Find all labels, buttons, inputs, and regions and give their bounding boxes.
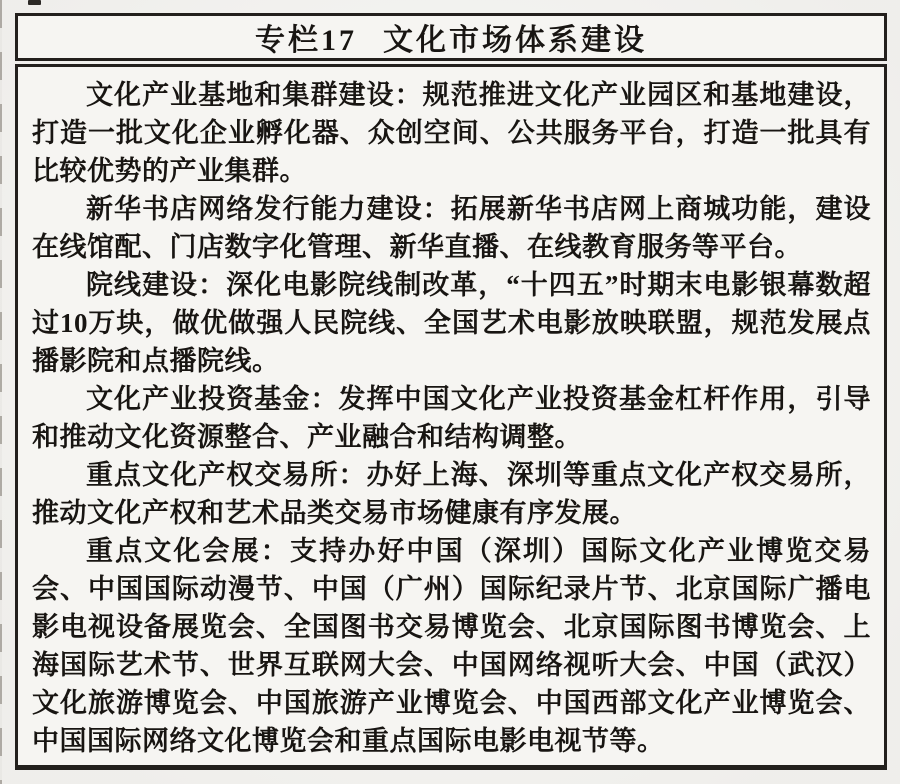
panel-title: 文化市场体系建设 (383, 24, 647, 57)
paragraph-cultural-investment-fund: 文化产业投资基金：发挥中国文化产业投资基金杠杆作用，引导和推动文化资源整合、产业融合和结构调整。 (32, 384, 871, 452)
paragraph-xinhua-bookstore-network: 新华书店网络发行能力建设：拓展新华书店网上商城功能，建设在线馆配、门店数字化管理、新华直播、在线教育服务等平台。 (32, 194, 871, 262)
paragraph-key-cultural-expos: 重点文化会展：支持办好中国（深圳）国际文化产业博览交易会、中国国际动漫节、中国（广州）国际纪录片节、北京国际广播电影电视设备展览会、全国图书交易博览会、北京国际图书博览会、上海国际艺术节、世界互联网大会、中国网络视听大会、中国（武汉）文化旅游博览会、中国旅游产业博览会、中国西部文化产业博览会、中国国际网络文化博览会和重点国际电影电视节等。 (32, 536, 871, 756)
panel-body (15, 64, 887, 770)
scan-mark-artifact (28, 0, 41, 5)
panel-label: 专栏17 (255, 24, 357, 57)
panel-header (15, 13, 887, 61)
paragraph-industry-bases-clusters: 文化产业基地和集群建设：规范推进文化产业园区和基地建设，打造一批文化企业孵化器、众创空间、公共服务平台，打造一批具有比较优势的产业集群。 (32, 80, 871, 186)
scan-edge-artifact (0, 0, 2, 784)
column-17-panel (15, 13, 887, 770)
paragraph-property-rights-exchanges: 重点文化产权交易所：办好上海、深圳等重点文化产权交易所，推动文化产权和艺术品类交易市场健康有序发展。 (32, 460, 871, 528)
paragraph-cinema-chain-construction: 院线建设：深化电影院线制改革，“十四五”时期末电影银幕数超过10万块，做优做强人民院线、全国艺术电影放映联盟，规范发展点播影院和点播院线。 (32, 270, 871, 376)
